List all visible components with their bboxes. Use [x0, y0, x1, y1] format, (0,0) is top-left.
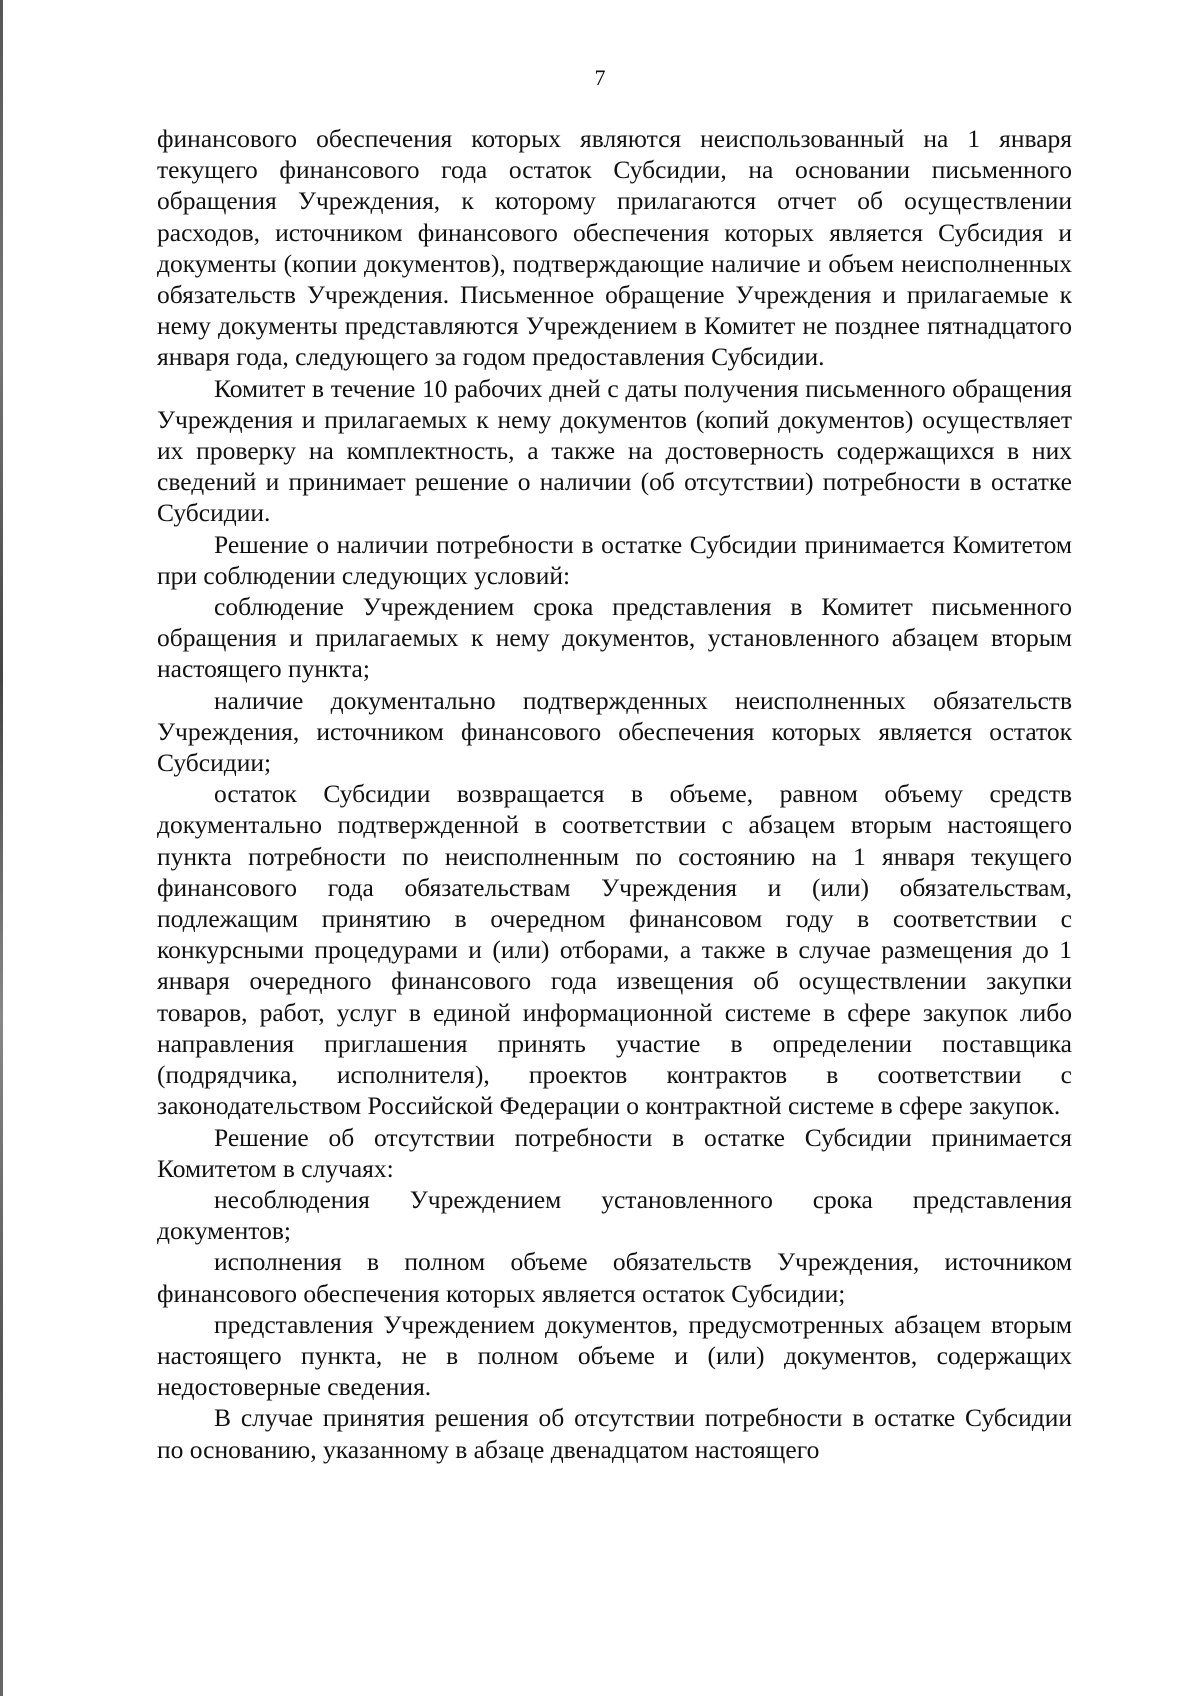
paragraph: остаток Субсидии возвращается в объеме, равном объему средств документально подтвержденной в соответствии с абзацем вторым настоящего пункта потребности по неисполненным по состоянию на 1 января текущего финансового года обязательствам Учреждения и (или) обязательствам, подлежащим принятию в очередном финансовом году в соответствии с конкурсными процедурами и (или) отборами, а также в случае размещения до 1 января очередного финансового года извещения об осуществлении закупки товаров, работ, услуг в единой информационной системе в сфере закупок либо направления приглашения принять участие в определении поставщика (подрядчика, исполнителя), проектов контрактов в соответствии с законодательством Российской Федерации о контрактной системе в сфере закупок. — [157, 779, 1072, 1121]
page-number: 7 — [594, 65, 606, 90]
paragraph: В случае принятия решения об отсутствии потребности в остатке Субсидии по основанию, указанному в абзаце двенадцатом настоящего — [157, 1403, 1072, 1464]
paragraph: соблюдение Учреждением срока представления в Комитет письменного обращения и прилагаемых к нему документов, установленного абзацем вторым настоящего пункта; — [157, 592, 1072, 684]
paragraph: Комитет в течение 10 рабочих дней с даты получения письменного обращения Учреждения и прилагаемых к нему документов (копий документов) осуществляет их проверку на комплектность, а также на достоверность содержащихся в них сведений и принимает решение о наличии (об отсутствии) потребности в остатке Субсидии. — [157, 373, 1072, 528]
paragraph: Решение о наличии потребности в остатке Субсидии принимается Комитетом при соблюдении следующих условий: — [157, 529, 1072, 590]
paragraph: Решение об отсутствии потребности в остатке Субсидии принимается Комитетом в случаях: — [157, 1122, 1072, 1183]
document-body — [157, 123, 1072, 1465]
paragraph: представления Учреждением документов, предусмотренных абзацем вторым настоящего пункта, не в полном объеме и (или) документов, содержащих недостоверные сведения. — [157, 1309, 1072, 1402]
paragraph: исполнения в полном объеме обязательств Учреждения, источником финансового обеспечения которых является остаток Субсидии; — [157, 1247, 1072, 1308]
scan-edge — [0, 0, 3, 1696]
paragraph: наличие документально подтвержденных неисполненных обязательств Учреждения, источником финансового обеспечения которых является остаток Субсидии; — [157, 685, 1072, 778]
paragraph: несоблюдения Учреждением установленного срока представления документов; — [157, 1184, 1072, 1246]
paragraph-continuation: финансового обеспечения которых являются неиспользованный на 1 января текущего финансового года остаток Субсидии, на основании письменного обращения Учреждения, к которому прилагаются отчет об осуществлении расходов, источником финансового обеспечения которых является Субсидия и документы (копии документов), подтверждающие наличие и объем неисполненных обязательств Учреждения. Письменное обращение Учреждения и прилагаемые к нему документы представляются Учреждением в Комитет не позднее пятнадцатого января года, следующего за годом предоставления Субсидии. — [157, 124, 1072, 372]
